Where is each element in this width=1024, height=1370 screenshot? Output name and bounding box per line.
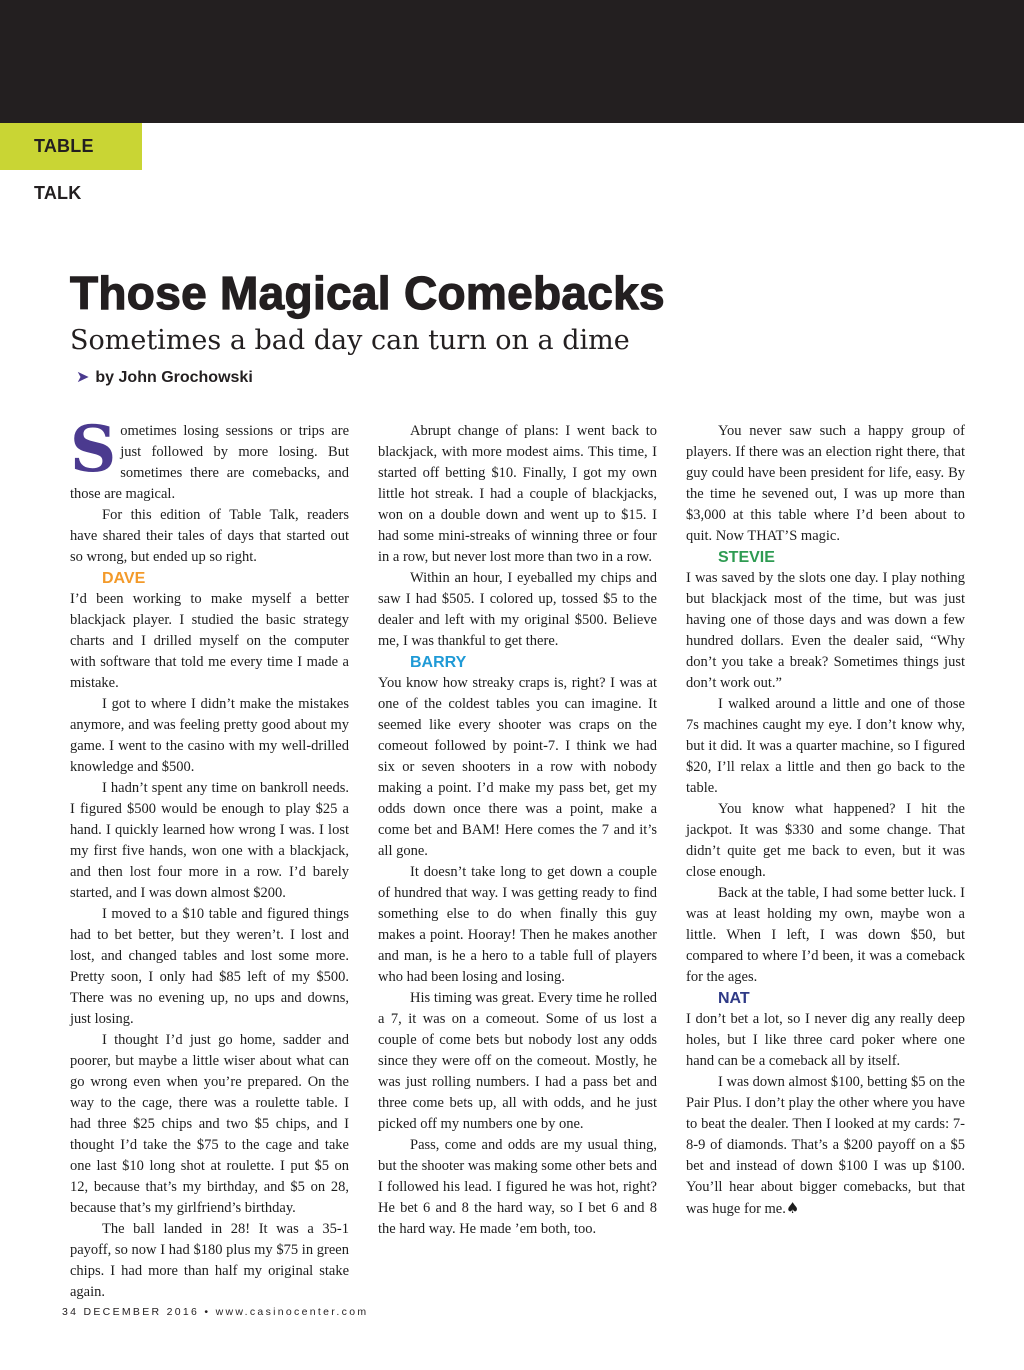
section-heading-nat: NAT xyxy=(718,990,750,1007)
body-paragraph: I don’t bet a lot, so I never dig any really deep holes, but I like three card poker where one hand can be a comeback all by itself. xyxy=(686,1011,965,1069)
section-heading-dave: DAVE xyxy=(102,570,146,587)
section-heading-stevie: STEVIE xyxy=(718,549,775,566)
article-column-3 xyxy=(686,421,965,1220)
body-paragraph: I was saved by the slots one day. I play nothing but blackjack most of the time, but was just having one of those days and was down a few hundred dollars. Even the dealer said, “Why don’t you take a break? Sometimes things just don’t work out.” xyxy=(686,570,965,691)
body-paragraph: You never saw such a happy group of players. If there was an election right there, that guy could have been president for life, easy. By the time he sevened out, I was up more than $3,000 at this table where I’d been about to quit. Now THAT’S magic. xyxy=(686,423,965,544)
body-paragraph: I walked around a little and one of those 7s machines caught my eye. I don’t know why, but it did. It was a quarter machine, so I figured $20, I’ll relax a little and then go back to the table. xyxy=(686,696,965,796)
body-paragraph xyxy=(686,1072,965,1220)
intro-paragraph xyxy=(70,412,349,505)
article-column-1 xyxy=(70,412,349,1303)
body-paragraph: Within an hour, I eyeballed my chips and saw I had $505. I colored up, tossed $5 to the dealer and left with my original $500. Believe me, I was thankful to get there. xyxy=(378,570,657,649)
byline-text: by John Grochowski xyxy=(95,369,253,386)
top-black-bar xyxy=(0,0,1024,123)
body-paragraph: You know how streaky craps is, right? I was at one of the coldest tables you can imagine. It seemed like every shooter was craps on the comeout followed by point-7. I think we had six or seven shooters in a row with nobody making a point. I’d make my pass bet, get my odds down once there was a point, make a come bet and BAM! Here comes the 7 and it’s all gone. xyxy=(378,675,657,859)
body-paragraph: Abrupt change of plans: I went back to blackjack, with more modest aims. This time, I started off betting $10. Finally, I got my own little hot streak. I had a couple of blackjacks, won on a double down and went up to $15. I had some mini-streaks of winning three or four in a row, but never lost more than two in a row. xyxy=(378,423,657,565)
drop-cap: S xyxy=(70,412,117,487)
body-paragraph: The ball landed in 28! It was a 35-1 payoff, so now I had $180 plus my $75 in green chips. I had more than half my original stake again. xyxy=(70,1221,349,1300)
body-paragraph: I got to where I didn’t make the mistakes anymore, and was feeling pretty good about my game. I went to the casino with my well-drilled knowledge and $500. xyxy=(70,696,349,775)
body-paragraph: I’d been working to make myself a better blackjack player. I studied the basic strategy charts and I drilled myself on the computer with software that told me every time I made a mistake. xyxy=(70,591,349,691)
body-paragraph: Pass, come and odds are my usual thing, but the shooter was making some other bets and I followed his lead. I figured he was hot, right? He bet 6 and 8 the hard way, so I bet 6 and 8 the hard way. He made ’em both, too. xyxy=(378,1137,657,1237)
body-paragraph: Back at the table, I had some better luck. I was at least holding my own, maybe won a little. When I left, I was down $50, but compared to where I’d been, it was a comeback for the ages. xyxy=(686,885,965,985)
article-subtitle: Sometimes a bad day can turn on a dime xyxy=(70,325,630,356)
section-tab: TABLE TALK xyxy=(0,123,142,170)
section-heading-barry: BARRY xyxy=(410,654,467,671)
article-title: Those Magical Comebacks xyxy=(70,267,665,319)
body-paragraph: His timing was great. Every time he rolled a 7, it was on a comeout. Some of us lost a couple of come bets but nobody lost any odds since they were off on the comeout. Mostly, he was just rolling numbers. I had a pass bet and three come bets up, all with odds, and he just picked off my numbers one by one. xyxy=(378,990,657,1132)
byline xyxy=(76,367,253,387)
page-footer: 34 DECEMBER 2016 • www.casinocenter.com xyxy=(62,1306,369,1318)
body-paragraph: I thought I’d just go home, sadder and poorer, but maybe a little wiser about what can go wrong even when you’re prepared. On the way to the cage, there was a roulette table. I had three $25 chips and two $5 chips, and I thought I’d take the $75 to the cage and take one last $10 long shot at roulette. I put $5 on 12, because that’s my birthday, and $5 on 28, because that’s my girlfriend’s birthday. xyxy=(70,1032,349,1216)
arrow-icon: ➤ xyxy=(76,369,90,386)
body-paragraph: I hadn’t spent any time on bankroll needs. I figured $500 would be enough to play $25 a hand. I quickly learned how wrong I was. I lost my first five hands, won one with a blackjack, and then lost four more in a row. I’d barely started, and I was down almost $200. xyxy=(70,780,349,901)
body-paragraph: It doesn’t take long to get down a couple of hundred that way. I was getting ready to find something else to do when finally this guy makes a point. Hooray! Then he makes another and man, is he a hero to a table full of players who had been losing and losing. xyxy=(378,864,657,985)
body-paragraph: I moved to a $10 table and figured things had to bet better, but they weren’t. I lost and lost, and changed tables and lost some more. Pretty soon, I only had $85 left of my $500. There was no evening up, no ups and downs, just losing. xyxy=(70,906,349,1027)
intro-text: ometimes losing sessions or trips are just followed by more losing. But sometimes there are comebacks, and those are magical. xyxy=(70,423,349,502)
intro-paragraph: For this edition of Table Talk, readers have shared their tales of days that started out so wrong, but ended up so right. xyxy=(70,507,349,565)
spade-icon: ♠ xyxy=(785,1199,800,1217)
body-paragraph: You know what happened? I hit the jackpot. It was $330 and some change. That didn’t quite get me back to even, but it was close enough. xyxy=(686,801,965,880)
body-text: I was down almost $100, betting $5 on the Pair Plus. I don’t play the other where you have to beat the dealer. Then I looked at my cards: 7-8-9 of diamonds. That’s a $200 payoff on a $5 bet and instead of down $100 I was up $100. You’ll hear about bigger comebacks, but that was huge for me. xyxy=(686,1074,965,1217)
article-column-2 xyxy=(378,421,657,1240)
